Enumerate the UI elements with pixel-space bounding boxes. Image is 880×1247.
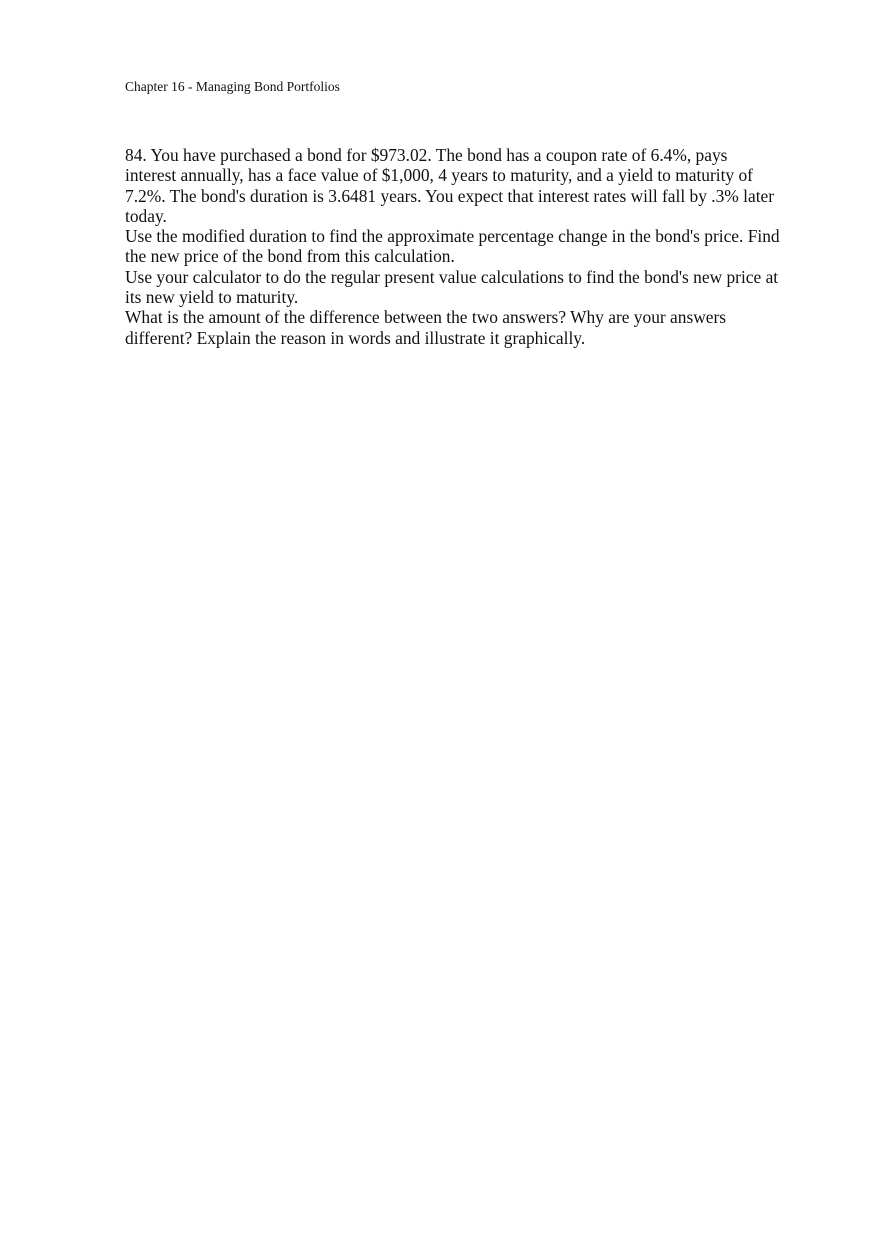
question-line: 7.2%. The bond's duration is 3.6481 years. You expect that interest rates will fall by .3% later [125,185,775,206]
question-line: Use the modified duration to find the approximate percentage change in the bond's price. Find [125,226,780,247]
question-line: its new yield to maturity. [125,287,299,308]
question-line: What is the amount of the difference between the two answers? Why are your answers [125,307,727,328]
question-line: today. [125,205,167,226]
question-line: 84. You have purchased a bond for $973.02. The bond has a coupon rate of 6.4%, pays [125,145,728,165]
question-line: Use your calculator to do the regular present value calculations to find the bond's new price at [125,266,779,287]
question-line: interest annually, has a face value of $1,000, 4 years to maturity, and a yield to maturity of [125,165,753,186]
question-line: different? Explain the reason in words and illustrate it graphically. [125,327,586,348]
question-84 [125,145,785,348]
question-line: the new price of the bond from this calculation. [125,246,455,267]
page-header-chapter-title: Chapter 16 - Managing Bond Portfolios [125,79,340,94]
